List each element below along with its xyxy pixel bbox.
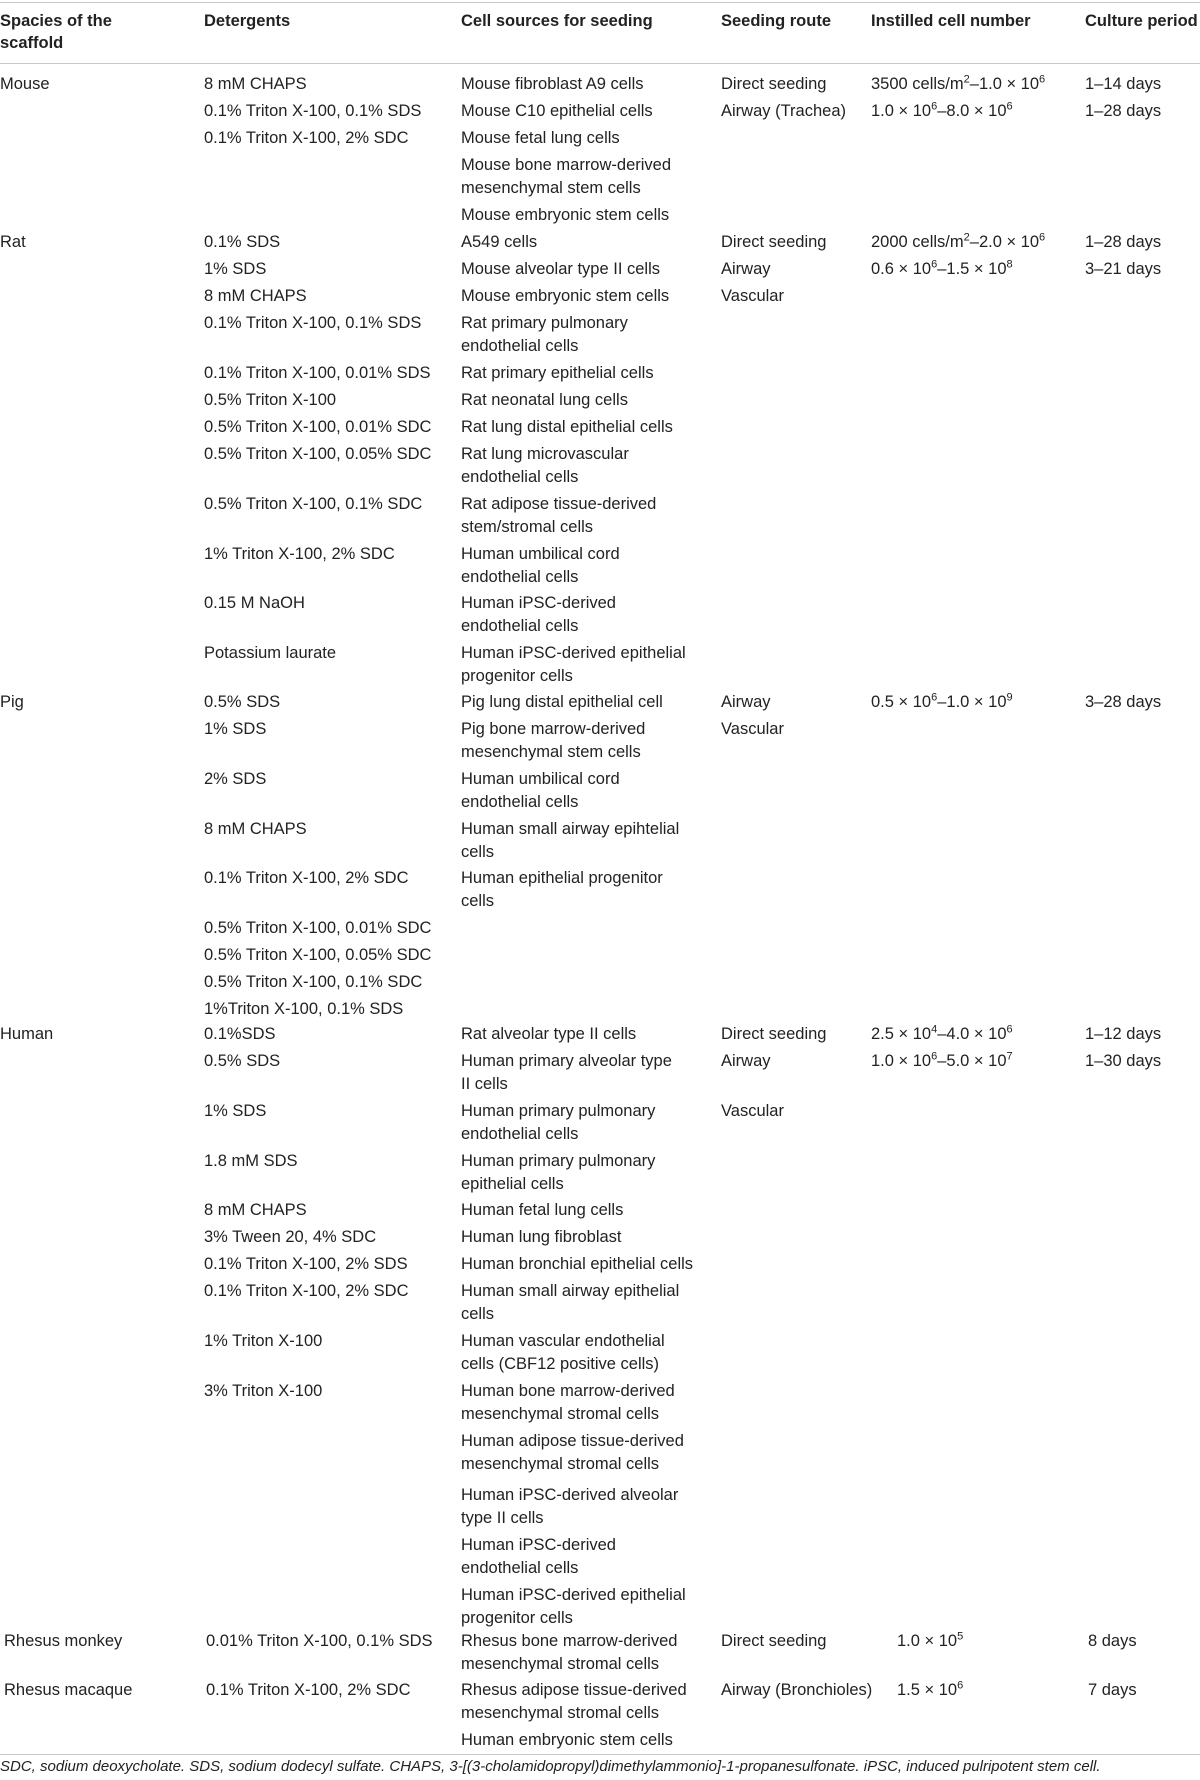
detergent: 0.5% Triton X-100: [204, 391, 337, 409]
cell-source: Human umbilical cord endothelial cells: [461, 545, 620, 586]
cell-source: Mouse bone marrow-derived mesenchymal stem cells: [461, 156, 672, 197]
header-bottom-rule: [0, 63, 1200, 64]
cell-source: Human bone marrow-derived mesenchymal stromal cells: [461, 1382, 675, 1423]
detergent: Potassium laurate: [204, 644, 337, 662]
detergent: 3% Triton X-100: [204, 1382, 323, 1400]
culture-period: 1–28 days: [1085, 102, 1162, 120]
detergent: 0.01% Triton X-100, 0.1% SDS: [206, 1632, 433, 1650]
detergent: 1% SDS: [204, 720, 267, 738]
table-footnote: SDC, sodium deoxycholate. SDS, sodium dodecyl sulfate. CHAPS, 3-[(3-cholamidopropyl)dimethylammonio]-1-propanesulfonate. iPSC, induced pulripotent stem cell.: [0, 1758, 1101, 1775]
species-rat: Rat: [0, 233, 26, 251]
cell-number: $1.0 \times 10^5$: [897, 1630, 964, 1650]
cell-source: Mouse fetal lung cells: [461, 129, 620, 147]
cell-source: Human iPSC-derived endothelial cells: [461, 594, 616, 635]
detergent: 0.1% Triton X-100, 2% SDC: [206, 1681, 411, 1699]
header-species: Spacies of the scaffold: [0, 12, 112, 52]
seeding-route: Airway: [721, 260, 771, 278]
seeding-route: Vascular: [721, 287, 784, 305]
cell-number: 3500 cells/$m^2-1.0 \times 10^6$: [871, 73, 1046, 93]
detergent: 1% Triton X-100, 2% SDC: [204, 545, 395, 563]
detergent: 0.5% Triton X-100, 0.05% SDC: [204, 445, 432, 463]
detergent: 0.5% SDS: [204, 1052, 281, 1070]
cell-number: $1.0 \times 10^6-8.0 \times 10^6$: [871, 100, 1013, 120]
table-top-rule: [0, 2, 1200, 3]
seeding-route: Vascular: [721, 720, 784, 738]
detergent: 0.5% Triton X-100, 0.01% SDC: [204, 418, 432, 436]
cell-source: Human small airway epihtelial cells: [461, 820, 680, 861]
cell-source: Human iPSC-derived epithelial progenitor cells: [461, 644, 686, 685]
cell-source: Rat lung distal epithelial cells: [461, 418, 673, 436]
cell-source: Human fetal lung cells: [461, 1201, 624, 1219]
cell-number: $2.5 \times 10^4-4.0 \times 10^6$: [871, 1023, 1013, 1043]
cell-source: Rat adipose tissue-derived stem/stromal cells: [461, 495, 657, 536]
culture-period: 3–28 days: [1085, 693, 1162, 711]
seeding-route: Airway (Trachea): [721, 102, 846, 120]
cell-source: Human lung fibroblast: [461, 1228, 622, 1246]
culture-period: 1–12 days: [1085, 1025, 1162, 1043]
seeding-route: Direct seeding: [721, 75, 827, 93]
seeding-route: Direct seeding: [721, 1025, 827, 1043]
detergent: 0.1% Triton X-100, 0.1% SDS: [204, 314, 422, 332]
seeding-route: Vascular: [721, 1102, 784, 1120]
cell-source: Human small airway epithelial cells: [461, 1282, 680, 1323]
cell-source: Human primary pulmonary endothelial cells: [461, 1102, 656, 1143]
detergent: 0.5% Triton X-100, 0.01% SDC: [204, 919, 432, 937]
detergent: 0.1% Triton X-100, 2% SDC: [204, 869, 409, 887]
detergent: 1% SDS: [204, 1102, 267, 1120]
seeding-route: Airway: [721, 693, 771, 711]
cell-source: Rhesus bone marrow-derived mesenchymal stromal cells: [461, 1632, 678, 1673]
seeding-route: Direct seeding: [721, 233, 827, 251]
culture-period: 1–30 days: [1085, 1052, 1162, 1070]
detergent: 8 mM CHAPS: [204, 75, 307, 93]
cell-source: Mouse embryonic stem cells: [461, 287, 670, 305]
cell-number: 2000 cells/$m^2-2.0 \times 10^6$: [871, 231, 1046, 251]
species-rhesus-macaque: Rhesus macaque: [4, 1681, 133, 1699]
detergent: 0.5% SDS: [204, 693, 281, 711]
cell-source: Mouse fibroblast A9 cells: [461, 75, 644, 93]
cell-source: Rat alveolar type II cells: [461, 1025, 637, 1043]
species-pig: Pig: [0, 693, 24, 711]
cell-source: Mouse alveolar type II cells: [461, 260, 661, 278]
detergent: 0.1% Triton X-100, 2% SDC: [204, 1282, 409, 1300]
cell-number: $0.6 \times 10^6-1.5 \times 10^8$: [871, 258, 1013, 278]
detergent: 0.5% Triton X-100, 0.1% SDC: [204, 973, 423, 991]
culture-period: 7 days: [1088, 1681, 1137, 1699]
cell-source: Rat neonatal lung cells: [461, 391, 628, 409]
cell-source: Human epithelial progenitor cells: [461, 869, 663, 910]
species-human: Human: [0, 1025, 54, 1043]
detergent: 0.1%SDS: [204, 1025, 276, 1043]
cell-source: Rat lung microvascular endothelial cells: [461, 445, 629, 486]
header-detergents: Detergents: [204, 12, 291, 30]
detergent: 0.5% Triton X-100, 0.05% SDC: [204, 946, 432, 964]
cell-source: Human iPSC-derived endothelial cells: [461, 1536, 616, 1577]
detergent: 0.5% Triton X-100, 0.1% SDC: [204, 495, 423, 513]
cell-source: Human bronchial epithelial cells: [461, 1255, 694, 1273]
detergent: 1%Triton X-100, 0.1% SDS: [204, 1000, 404, 1018]
detergent: 8 mM CHAPS: [204, 820, 307, 838]
detergent: 2% SDS: [204, 770, 267, 788]
cell-source: Human iPSC-derived epithelial progenitor cells: [461, 1586, 686, 1627]
species-rhesus-monkey: Rhesus monkey: [4, 1632, 123, 1650]
cell-source: Rat primary pulmonary endothelial cells: [461, 314, 628, 355]
culture-period: 1–14 days: [1085, 75, 1162, 93]
species-mouse: Mouse: [0, 75, 50, 93]
cell-source: Human primary alveolar type II cells: [461, 1052, 672, 1093]
cell-source: Human adipose tissue-derived mesenchymal stromal cells: [461, 1432, 684, 1473]
seeding-route: Direct seeding: [721, 1632, 827, 1650]
detergent: 1.8 mM SDS: [204, 1152, 298, 1170]
detergent: 8 mM CHAPS: [204, 287, 307, 305]
detergent: 0.1% Triton X-100, 2% SDS: [204, 1255, 408, 1273]
culture-period: 1–28 days: [1085, 233, 1162, 251]
cell-source: Human iPSC-derived alveolar type II cells: [461, 1486, 679, 1527]
header-period: Culture period: [1085, 12, 1198, 30]
detergent: 1% SDS: [204, 260, 267, 278]
detergent: 0.1% Triton X-100, 0.01% SDS: [204, 364, 431, 382]
cell-number: $1.5 \times 10^6$: [897, 1679, 964, 1699]
header-route: Seeding route: [721, 12, 832, 30]
cell-source: A549 cells: [461, 233, 538, 251]
cell-source: Pig bone marrow-derived mesenchymal stem cells: [461, 720, 646, 761]
detergent: 0.15 M NaOH: [204, 594, 305, 612]
cell-source: Mouse C10 epithelial cells: [461, 102, 653, 120]
culture-period: 8 days: [1088, 1632, 1137, 1650]
cell-source: Human primary pulmonary epithelial cells: [461, 1152, 656, 1193]
cell-source: Human embryonic stem cells: [461, 1731, 673, 1749]
header-cells: Cell sources for seeding: [461, 12, 653, 30]
detergent: 1% Triton X-100: [204, 1332, 323, 1350]
seeding-route: Airway (Bronchioles): [721, 1681, 873, 1699]
detergent: 0.1% Triton X-100, 0.1% SDS: [204, 102, 422, 120]
cell-source: Mouse embryonic stem cells: [461, 206, 670, 224]
cell-source: Pig lung distal epithelial cell: [461, 693, 663, 711]
detergent: 3% Tween 20, 4% SDC: [204, 1228, 377, 1246]
cell-source: Human vascular endothelial cells (CBF12 positive cells): [461, 1332, 665, 1373]
culture-period: 3–21 days: [1085, 260, 1162, 278]
seeding-route: Airway: [721, 1052, 771, 1070]
detergent: 8 mM CHAPS: [204, 1201, 307, 1219]
cell-source: Human umbilical cord endothelial cells: [461, 770, 620, 811]
cell-source: Rat primary epithelial cells: [461, 364, 654, 382]
header-number: Instilled cell number: [871, 12, 1031, 30]
cell-number: $1.0 \times 10^6-5.0 \times 10^7$: [871, 1050, 1013, 1070]
cell-number: $0.5 \times 10^6-1.0 \times 10^9$: [871, 691, 1013, 711]
detergent: 0.1% SDS: [204, 233, 281, 251]
cell-source: Rhesus adipose tissue-derived mesenchymal stromal cells: [461, 1681, 687, 1722]
detergent: 0.1% Triton X-100, 2% SDC: [204, 129, 409, 147]
table-bottom-rule: [0, 1754, 1200, 1755]
